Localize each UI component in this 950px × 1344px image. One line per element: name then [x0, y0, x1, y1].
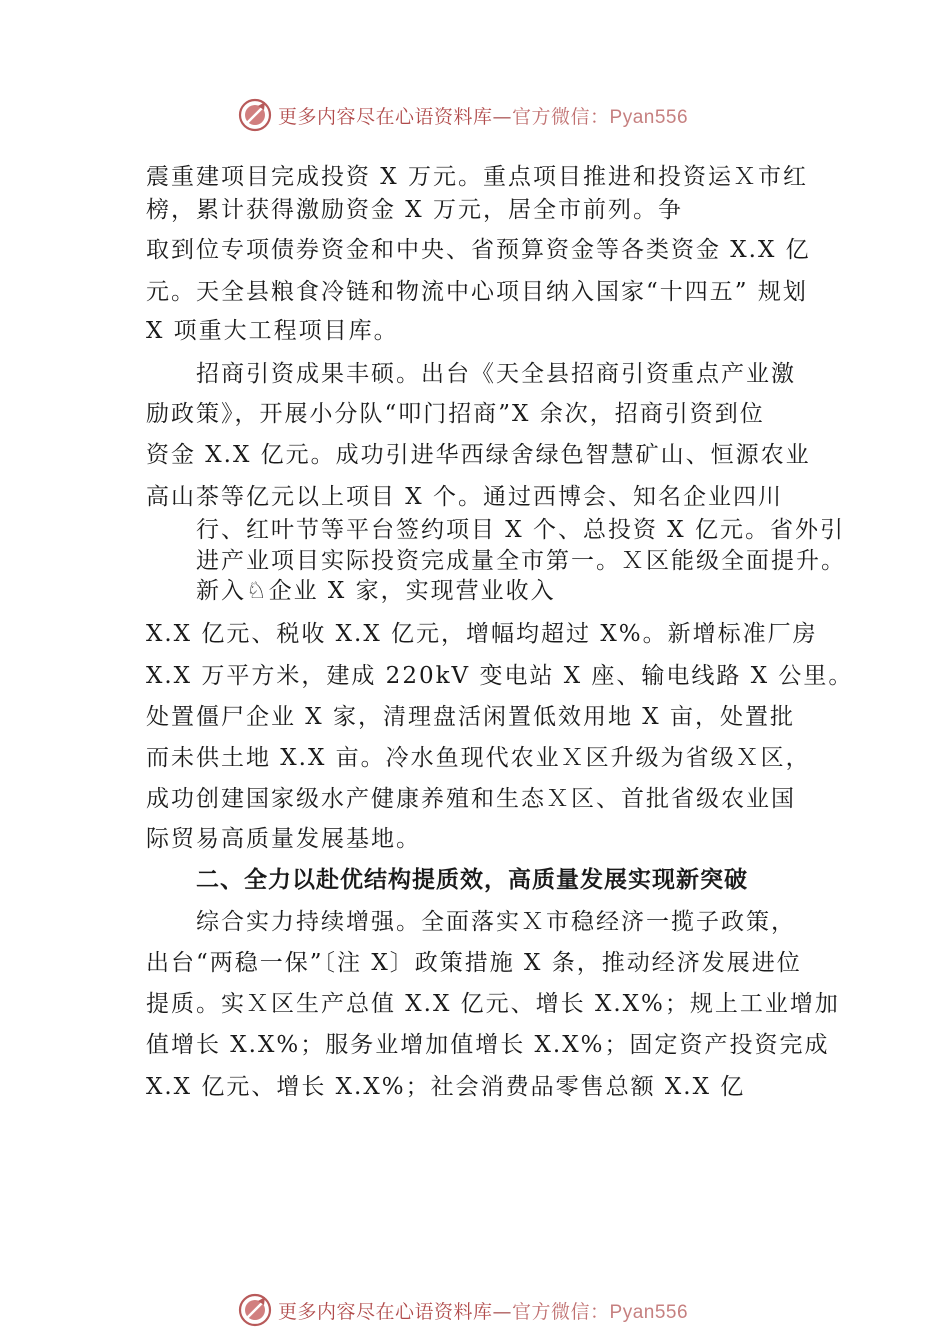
body-text-line: 成功创建国家级水产健康养殖和生态Ｘ区、首批省级农业国	[146, 786, 796, 812]
body-text-line: 取到位专项债券资金和中央、省预算资金等各类资金 X.X 亿	[146, 237, 811, 263]
banner-brand-text: 更多内容尽在心语资料库	[278, 105, 493, 128]
body-text-line: 励政策》，开展小分队“叩门招商”X 余次，招商引资到位	[146, 401, 765, 427]
body-text-line: 资金 X.X 亿元。成功引进华西绿舍绿色智慧矿山、恒源农业	[146, 442, 811, 468]
banner-text	[278, 1297, 688, 1324]
paragraph-start-line: 招商引资成果丰硕。出台《天全县招商引资重点产业激	[196, 361, 796, 387]
banner-separator: —	[492, 1300, 513, 1323]
body-text-line: 处置僵尸企业 X 家，清理盘活闲置低效用地 X 亩，处置批	[146, 704, 795, 730]
body-text-line: X 项重大工程项目库。	[146, 318, 399, 344]
body-text-line: 出台“两稳一保”〔注 X〕政策措施 X 条，推动经济发展进位	[146, 950, 802, 976]
body-text-line: 际贸易高质量发展基地。	[146, 826, 421, 852]
section-heading: 二、全力以赴优结构提质效，高质量发展实现新突破	[196, 867, 748, 893]
body-text-line: 进产业项目实际投资完成量全市第一。Ｘ区能级全面提升。	[196, 548, 846, 574]
paragraph-start-line: 综合实力持续增强。全面落实Ｘ市稳经济一揽子政策，	[196, 909, 796, 935]
body-text-line: 新入♘企业 X 家，实现营业收入	[196, 578, 556, 604]
brand-logo-icon	[238, 98, 272, 132]
body-text-line: X.X 亿元、税收 X.X 亿元，增幅均超过 X%。新增标准厂房	[146, 621, 818, 647]
footer-banner	[238, 1292, 688, 1328]
banner-brand-text: 更多内容尽在心语资料库	[278, 1300, 493, 1323]
body-text-line: 提质。实Ｘ区生产总值 X.X 亿元、增长 X.X%；规上工业增加	[146, 991, 840, 1017]
body-text-line: X.X 万平方米，建成 220kV 变电站 X 座、输电线路 X 公里。	[146, 663, 854, 689]
body-text-line: 元。天全县粮食冷链和物流中心项目纳入国家“十四五” 规划	[146, 279, 808, 305]
banner-separator: —	[492, 105, 513, 128]
banner-wechat-id: Pyan556	[609, 106, 689, 128]
body-text-line: 震重建项目完成投资 X 万元。重点项目推进和投资运Ｘ市红	[146, 164, 808, 190]
body-text-line: 高山茶等亿元以上项目 X 个。通过西博会、知名企业四川	[146, 484, 783, 510]
body-text-line: 而未供土地 X.X 亩。冷水鱼现代农业Ｘ区升级为省级Ｘ区，	[146, 745, 811, 771]
banner-wechat-id: Pyan556	[609, 1301, 689, 1323]
body-text-line: X.X 亿元、增长 X.X%；社会消费品零售总额 X.X 亿	[146, 1074, 746, 1100]
banner-wechat-label: 官方微信：	[512, 1300, 610, 1323]
body-text-line: 行、红叶节等平台签约项目 X 个、总投资 X 亿元。省外引	[196, 517, 845, 543]
body-text-line: 值增长 X.X%；服务业增加值增长 X.X%；固定资产投资完成	[146, 1032, 830, 1058]
banner-text	[278, 102, 688, 129]
body-text-line: 榜，累计获得激励资金 X 万元，居全市前列。争	[146, 197, 683, 223]
header-banner	[238, 97, 688, 133]
banner-wechat-label: 官方微信：	[512, 105, 610, 128]
brand-logo-icon	[238, 1293, 272, 1327]
